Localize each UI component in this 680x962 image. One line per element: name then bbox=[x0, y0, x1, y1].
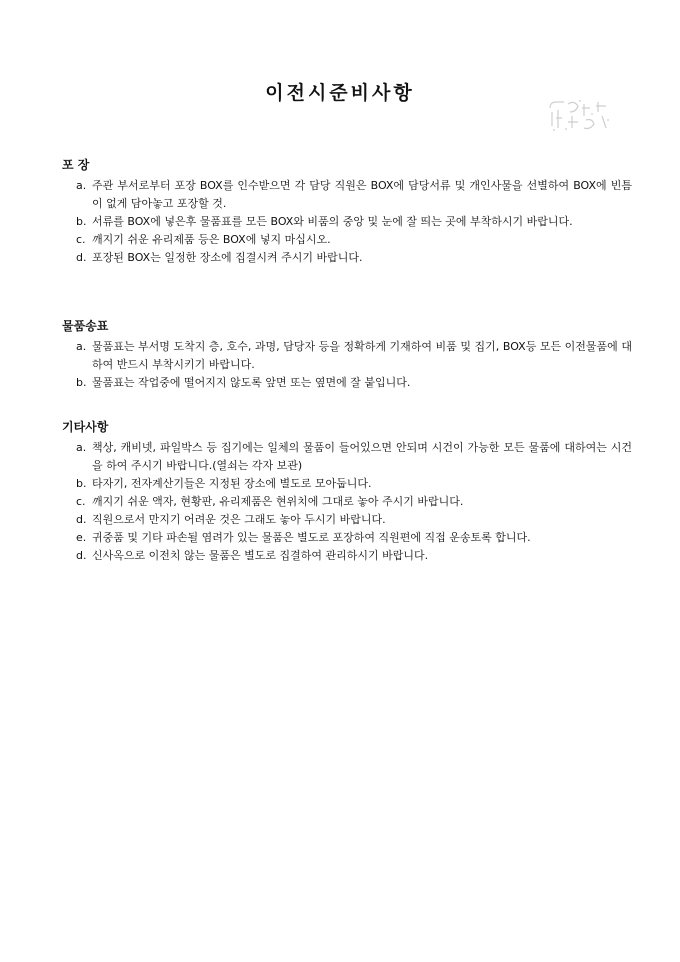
section-item-tags bbox=[62, 317, 632, 392]
faint-stamp-mark bbox=[546, 98, 612, 132]
list-item bbox=[62, 249, 632, 267]
item-marker: e. bbox=[76, 531, 87, 544]
item-text: 물품표는 작업중에 떨어지지 않도록 앞면 또는 옆면에 잘 붙입니다. bbox=[92, 376, 411, 389]
list-item bbox=[62, 374, 632, 392]
section-other-notes bbox=[62, 418, 632, 565]
item-marker: c. bbox=[76, 495, 86, 508]
item-marker: d. bbox=[76, 549, 87, 562]
item-marker: a. bbox=[76, 340, 87, 353]
item-marker: b. bbox=[76, 477, 87, 490]
item-marker: a. bbox=[76, 441, 87, 454]
item-marker: d. bbox=[76, 513, 87, 526]
list-item bbox=[62, 338, 632, 374]
item-text: 포장된 BOX는 일정한 장소에 집결시켜 주시기 바랍니다. bbox=[92, 251, 363, 264]
item-text: 책상, 캐비넷, 파일박스 등 집기에는 일체의 물품이 들어있으면 안되며 시건이 가능한 모든 물품에 대하여는 시건을 하여 주시기 바랍니다.(열쇠는 각자 보관) bbox=[92, 441, 632, 472]
item-text: 깨지기 쉬운 액자, 현황판, 유리제품은 현위치에 그대로 놓아 주시기 바랍니다. bbox=[92, 495, 464, 508]
list-item bbox=[62, 231, 632, 249]
list-item bbox=[62, 177, 632, 213]
list-item bbox=[62, 493, 632, 511]
list-item bbox=[62, 511, 632, 529]
list-item bbox=[62, 529, 632, 547]
item-marker: b. bbox=[76, 376, 87, 389]
item-text: 깨지기 쉬운 유리제품 등은 BOX에 넣지 마십시오. bbox=[92, 233, 331, 246]
item-marker: b. bbox=[76, 215, 87, 228]
item-text: 서류를 BOX에 넣은후 물품표를 모든 BOX와 비품의 중앙 및 눈에 잘 띄는 곳에 부착하시기 바랍니다. bbox=[92, 215, 573, 228]
item-text: 귀중품 및 기타 파손될 염려가 있는 물품은 별도로 포장하여 직원편에 직접 운송토록 합니다. bbox=[92, 531, 531, 544]
item-marker: d. bbox=[76, 251, 87, 264]
list-item bbox=[62, 475, 632, 493]
section-heading: 기타사항 bbox=[62, 420, 109, 434]
section-heading: 물품송표 bbox=[62, 319, 109, 333]
list-item bbox=[62, 439, 632, 475]
item-text: 타자기, 전자계산기들은 지정된 장소에 별도로 모아둡니다. bbox=[92, 477, 372, 490]
section-packing bbox=[62, 156, 632, 267]
page-title: 이전시준비사항 bbox=[265, 82, 415, 104]
section-heading: 포 장 bbox=[62, 158, 90, 172]
list-item bbox=[62, 547, 632, 565]
item-text: 직원으로서 만지기 어려운 것은 그래도 놓아 두시기 바랍니다. bbox=[92, 513, 386, 526]
item-marker: a. bbox=[76, 179, 87, 192]
item-text: 주관 부서로부터 포장 BOX를 인수받으면 각 담당 직원은 BOX에 담당서류 및 개인사물을 선별하여 BOX에 빈틈이 없게 담아놓고 포장할 것. bbox=[92, 179, 632, 210]
item-text: 신사옥으로 이전치 않는 물품은 별도로 집결하여 관리하시기 바랍니다. bbox=[92, 549, 429, 562]
item-text: 물품표는 부서명 도착지 층, 호수, 과명, 담당자 등을 정확하게 기재하여 비품 및 집기, BOX등 모든 이전물품에 대하여 반드시 부착시키기 바랍니다. bbox=[92, 340, 632, 371]
list-item bbox=[62, 213, 632, 231]
item-marker: c. bbox=[76, 233, 86, 246]
